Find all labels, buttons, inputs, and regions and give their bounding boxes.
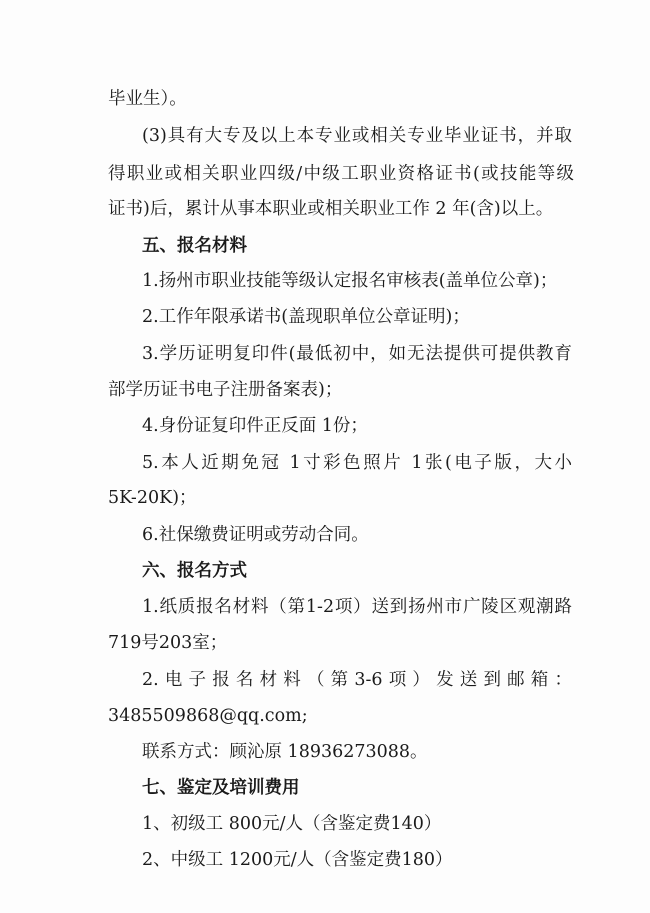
section-heading: 五、报名材料 xyxy=(142,236,247,256)
text-line: (3)具有大专及以上本专业或相关专业毕业证书，并取 xyxy=(142,126,572,146)
text-line: 719号203室； xyxy=(108,633,228,653)
text-line: 4.身份证复印件正反面 1份； xyxy=(142,416,368,436)
text-line: 5K-20K)； xyxy=(108,488,197,508)
text-line: 5.本人近期免冠 1寸彩色照片 1张(电子版，大小 xyxy=(142,453,572,473)
text-line: 2.工作年限承诺书(盖现职单位公章证明)； xyxy=(142,307,470,327)
contact-line: 联系方式：顾沁原 18936273088。 xyxy=(142,742,428,762)
text-line: 1.纸质报名材料（第1-2项）送到扬州市广陵区观潮路 xyxy=(142,597,572,617)
section-heading: 七、鉴定及培训费用 xyxy=(142,778,300,798)
text-line: 证书)后，累计从事本职业或相关职业工作 2 年(含)以上。 xyxy=(108,199,554,219)
text-line: 毕业生）。 xyxy=(108,89,187,109)
text-line: 2、中级工 1200元/人（含鉴定费180） xyxy=(142,850,453,870)
text-line: 3.学历证明复印件(最低初中，如无法提供可提供教育 xyxy=(142,344,572,364)
text-line: 得职业或相关职业四级/中级工职业资格证书(或技能等级 xyxy=(108,164,574,184)
text-line: 6.社保缴费证明或劳动合同。 xyxy=(142,525,369,545)
text-line: 2.电子报名材料（第3-6项）发送到邮箱： xyxy=(142,670,572,690)
email-address: 3485509868@qq.com; xyxy=(108,706,308,726)
text-line: 部学历证书电子注册备案表)； xyxy=(108,380,343,400)
section-heading: 六、报名方式 xyxy=(142,561,247,581)
text-line: 1.扬州市职业技能等级认定报名审核表(盖单位公章)； xyxy=(142,271,558,291)
text-line: 1、初级工 800元/人（含鉴定费140） xyxy=(142,814,442,834)
